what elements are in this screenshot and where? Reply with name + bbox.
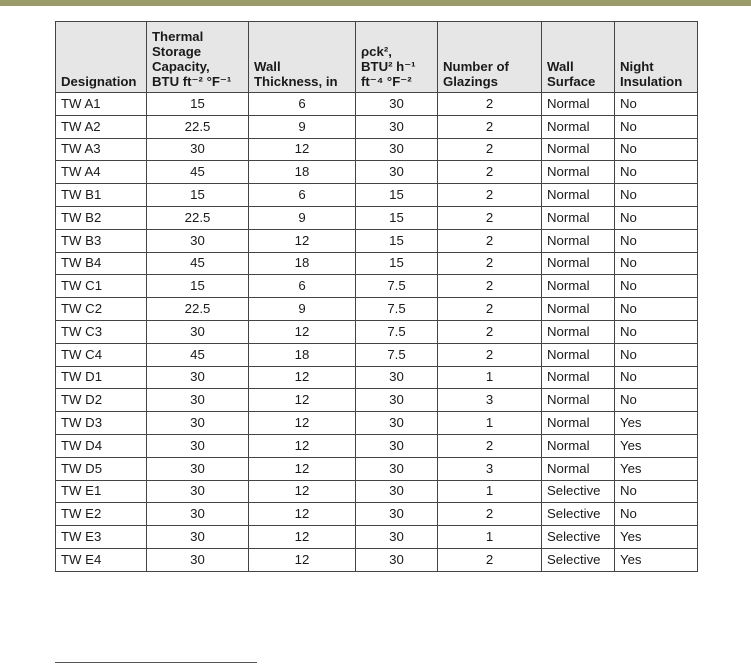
table-row xyxy=(56,343,698,366)
table-cell: 30 xyxy=(147,503,249,526)
table-cell: 30 xyxy=(356,412,438,435)
table-cell: 15 xyxy=(147,275,249,298)
table-cell: 1 xyxy=(438,366,542,389)
table-cell: 12 xyxy=(249,389,356,412)
table-cell: 2 xyxy=(438,548,542,571)
table-row xyxy=(56,366,698,389)
trombe-wall-designations-table xyxy=(55,21,698,572)
table-cell: No xyxy=(615,298,698,321)
table-cell: 30 xyxy=(356,161,438,184)
table-cell: Selective xyxy=(542,526,615,549)
table-cell: 15 xyxy=(147,93,249,116)
table-row xyxy=(56,389,698,412)
table-cell: 15 xyxy=(356,184,438,207)
table-row xyxy=(56,161,698,184)
header-row xyxy=(56,22,698,93)
column-header: Thermal Storage Capacity, BTU ft⁻² °F⁻¹ xyxy=(147,22,249,93)
table-cell: 2 xyxy=(438,138,542,161)
table-cell: 12 xyxy=(249,138,356,161)
table-row xyxy=(56,457,698,480)
table-cell: No xyxy=(615,389,698,412)
table-cell: Normal xyxy=(542,275,615,298)
table-body xyxy=(56,93,698,572)
table-cell: TW E3 xyxy=(56,526,147,549)
table-cell: 22.5 xyxy=(147,115,249,138)
table-cell: 12 xyxy=(249,526,356,549)
table-cell: 12 xyxy=(249,320,356,343)
table-cell: 30 xyxy=(147,138,249,161)
table-cell: 2 xyxy=(438,161,542,184)
table-cell: Normal xyxy=(542,343,615,366)
table-row xyxy=(56,93,698,116)
table-cell: Selective xyxy=(542,503,615,526)
table-cell: TW D4 xyxy=(56,434,147,457)
table-cell: No xyxy=(615,184,698,207)
table-cell: 2 xyxy=(438,320,542,343)
table-cell: Yes xyxy=(615,526,698,549)
table-cell: 12 xyxy=(249,434,356,457)
table-cell: 1 xyxy=(438,480,542,503)
table-cell: No xyxy=(615,161,698,184)
table-cell: 2 xyxy=(438,343,542,366)
table-cell: 30 xyxy=(356,548,438,571)
table-cell: 7.5 xyxy=(356,275,438,298)
table-row xyxy=(56,503,698,526)
table-cell: TW B2 xyxy=(56,206,147,229)
table-cell: 2 xyxy=(438,184,542,207)
table-cell: TW A1 xyxy=(56,93,147,116)
table-cell: TW D2 xyxy=(56,389,147,412)
table-cell: Normal xyxy=(542,412,615,435)
table-cell: 30 xyxy=(147,366,249,389)
table-cell: 12 xyxy=(249,229,356,252)
table-cell: No xyxy=(615,138,698,161)
table-row xyxy=(56,412,698,435)
table-cell: No xyxy=(615,93,698,116)
table-cell: 30 xyxy=(356,138,438,161)
table-row xyxy=(56,320,698,343)
table-cell: 3 xyxy=(438,457,542,480)
table-cell: No xyxy=(615,343,698,366)
table-row xyxy=(56,206,698,229)
table-cell: TW E1 xyxy=(56,480,147,503)
table-cell: Yes xyxy=(615,412,698,435)
table-cell: TW D1 xyxy=(56,366,147,389)
table-row xyxy=(56,275,698,298)
footnote-rule xyxy=(55,662,257,663)
table-header xyxy=(56,22,698,93)
table-row xyxy=(56,115,698,138)
table-cell: 30 xyxy=(356,93,438,116)
table-cell: 6 xyxy=(249,93,356,116)
table-cell: Normal xyxy=(542,389,615,412)
table-row xyxy=(56,298,698,321)
table-cell: TW E2 xyxy=(56,503,147,526)
table-cell: 18 xyxy=(249,161,356,184)
table-cell: TW B1 xyxy=(56,184,147,207)
table-cell: 30 xyxy=(356,480,438,503)
table-cell: 1 xyxy=(438,526,542,549)
table-cell: Normal xyxy=(542,252,615,275)
table-cell: Normal xyxy=(542,93,615,116)
table-row xyxy=(56,252,698,275)
table-cell: 30 xyxy=(356,457,438,480)
table-cell: TW C2 xyxy=(56,298,147,321)
table-cell: TW B4 xyxy=(56,252,147,275)
column-header: Wall Thickness, in xyxy=(249,22,356,93)
table-cell: No xyxy=(615,480,698,503)
table-cell: 2 xyxy=(438,298,542,321)
table-cell: 2 xyxy=(438,115,542,138)
table-cell: TW A3 xyxy=(56,138,147,161)
table-cell: 2 xyxy=(438,503,542,526)
table-cell: Yes xyxy=(615,434,698,457)
table-cell: 30 xyxy=(356,434,438,457)
table-cell: No xyxy=(615,366,698,389)
table-cell: 12 xyxy=(249,548,356,571)
table-cell: 30 xyxy=(147,229,249,252)
table-row xyxy=(56,434,698,457)
table-cell: Selective xyxy=(542,548,615,571)
table-cell: 22.5 xyxy=(147,206,249,229)
table-cell: 45 xyxy=(147,252,249,275)
column-header: Wall Surface xyxy=(542,22,615,93)
table-row xyxy=(56,138,698,161)
table-cell: 30 xyxy=(356,389,438,412)
table-cell: 2 xyxy=(438,229,542,252)
table-cell: 7.5 xyxy=(356,298,438,321)
table-cell: No xyxy=(615,206,698,229)
table-cell: 6 xyxy=(249,275,356,298)
table-cell: 22.5 xyxy=(147,298,249,321)
table-cell: 30 xyxy=(356,366,438,389)
table-cell: 15 xyxy=(356,206,438,229)
table-cell: 2 xyxy=(438,434,542,457)
table-cell: 30 xyxy=(147,457,249,480)
table-container xyxy=(55,21,698,572)
table-row xyxy=(56,526,698,549)
table-cell: 2 xyxy=(438,206,542,229)
table-cell: Normal xyxy=(542,161,615,184)
table-cell: 12 xyxy=(249,480,356,503)
table-cell: 12 xyxy=(249,503,356,526)
table-cell: TW C1 xyxy=(56,275,147,298)
table-cell: 15 xyxy=(147,184,249,207)
table-cell: Yes xyxy=(615,457,698,480)
table-cell: 7.5 xyxy=(356,343,438,366)
table-cell: 7.5 xyxy=(356,320,438,343)
table-cell: Selective xyxy=(542,480,615,503)
table-cell: Normal xyxy=(542,434,615,457)
column-header: Night Insulation xyxy=(615,22,698,93)
table-cell: 30 xyxy=(356,503,438,526)
table-cell: 15 xyxy=(356,252,438,275)
table-cell: TW B3 xyxy=(56,229,147,252)
table-row xyxy=(56,229,698,252)
table-cell: 3 xyxy=(438,389,542,412)
table-cell: Normal xyxy=(542,229,615,252)
table-cell: Yes xyxy=(615,548,698,571)
column-header: Number of Glazings xyxy=(438,22,542,93)
table-cell: 2 xyxy=(438,275,542,298)
top-color-band xyxy=(0,0,751,6)
table-cell: Normal xyxy=(542,138,615,161)
table-cell: TW D3 xyxy=(56,412,147,435)
table-cell: 30 xyxy=(147,389,249,412)
table-cell: 30 xyxy=(147,526,249,549)
table-cell: TW C4 xyxy=(56,343,147,366)
table-row xyxy=(56,184,698,207)
table-cell: Normal xyxy=(542,298,615,321)
table-row xyxy=(56,480,698,503)
table-row xyxy=(56,548,698,571)
table-cell: 12 xyxy=(249,457,356,480)
table-cell: 2 xyxy=(438,93,542,116)
table-cell: Normal xyxy=(542,457,615,480)
table-cell: 9 xyxy=(249,298,356,321)
table-cell: 45 xyxy=(147,161,249,184)
table-cell: TW A2 xyxy=(56,115,147,138)
table-cell: 12 xyxy=(249,412,356,435)
table-cell: Normal xyxy=(542,366,615,389)
table-cell: 30 xyxy=(147,434,249,457)
table-cell: TW A4 xyxy=(56,161,147,184)
table-cell: TW D5 xyxy=(56,457,147,480)
table-cell: No xyxy=(615,229,698,252)
table-cell: 6 xyxy=(249,184,356,207)
table-cell: 18 xyxy=(249,252,356,275)
table-cell: 45 xyxy=(147,343,249,366)
table-cell: 2 xyxy=(438,252,542,275)
table-cell: 30 xyxy=(147,548,249,571)
table-cell: Normal xyxy=(542,206,615,229)
table-cell: 30 xyxy=(147,480,249,503)
table-cell: 15 xyxy=(356,229,438,252)
table-cell: 18 xyxy=(249,343,356,366)
table-cell: 30 xyxy=(356,526,438,549)
table-cell: 12 xyxy=(249,366,356,389)
table-cell: Normal xyxy=(542,320,615,343)
table-cell: 30 xyxy=(147,320,249,343)
table-cell: 9 xyxy=(249,206,356,229)
table-cell: Normal xyxy=(542,115,615,138)
table-cell: No xyxy=(615,252,698,275)
table-cell: No xyxy=(615,275,698,298)
table-cell: 30 xyxy=(147,412,249,435)
table-cell: TW C3 xyxy=(56,320,147,343)
table-cell: No xyxy=(615,503,698,526)
table-cell: 9 xyxy=(249,115,356,138)
table-cell: No xyxy=(615,115,698,138)
table-cell: 1 xyxy=(438,412,542,435)
column-header: Designation xyxy=(56,22,147,93)
table-cell: No xyxy=(615,320,698,343)
table-cell: 30 xyxy=(356,115,438,138)
table-cell: TW E4 xyxy=(56,548,147,571)
table-cell: Normal xyxy=(542,184,615,207)
column-header: ρck², BTU² h⁻¹ ft⁻⁴ °F⁻² xyxy=(356,22,438,93)
